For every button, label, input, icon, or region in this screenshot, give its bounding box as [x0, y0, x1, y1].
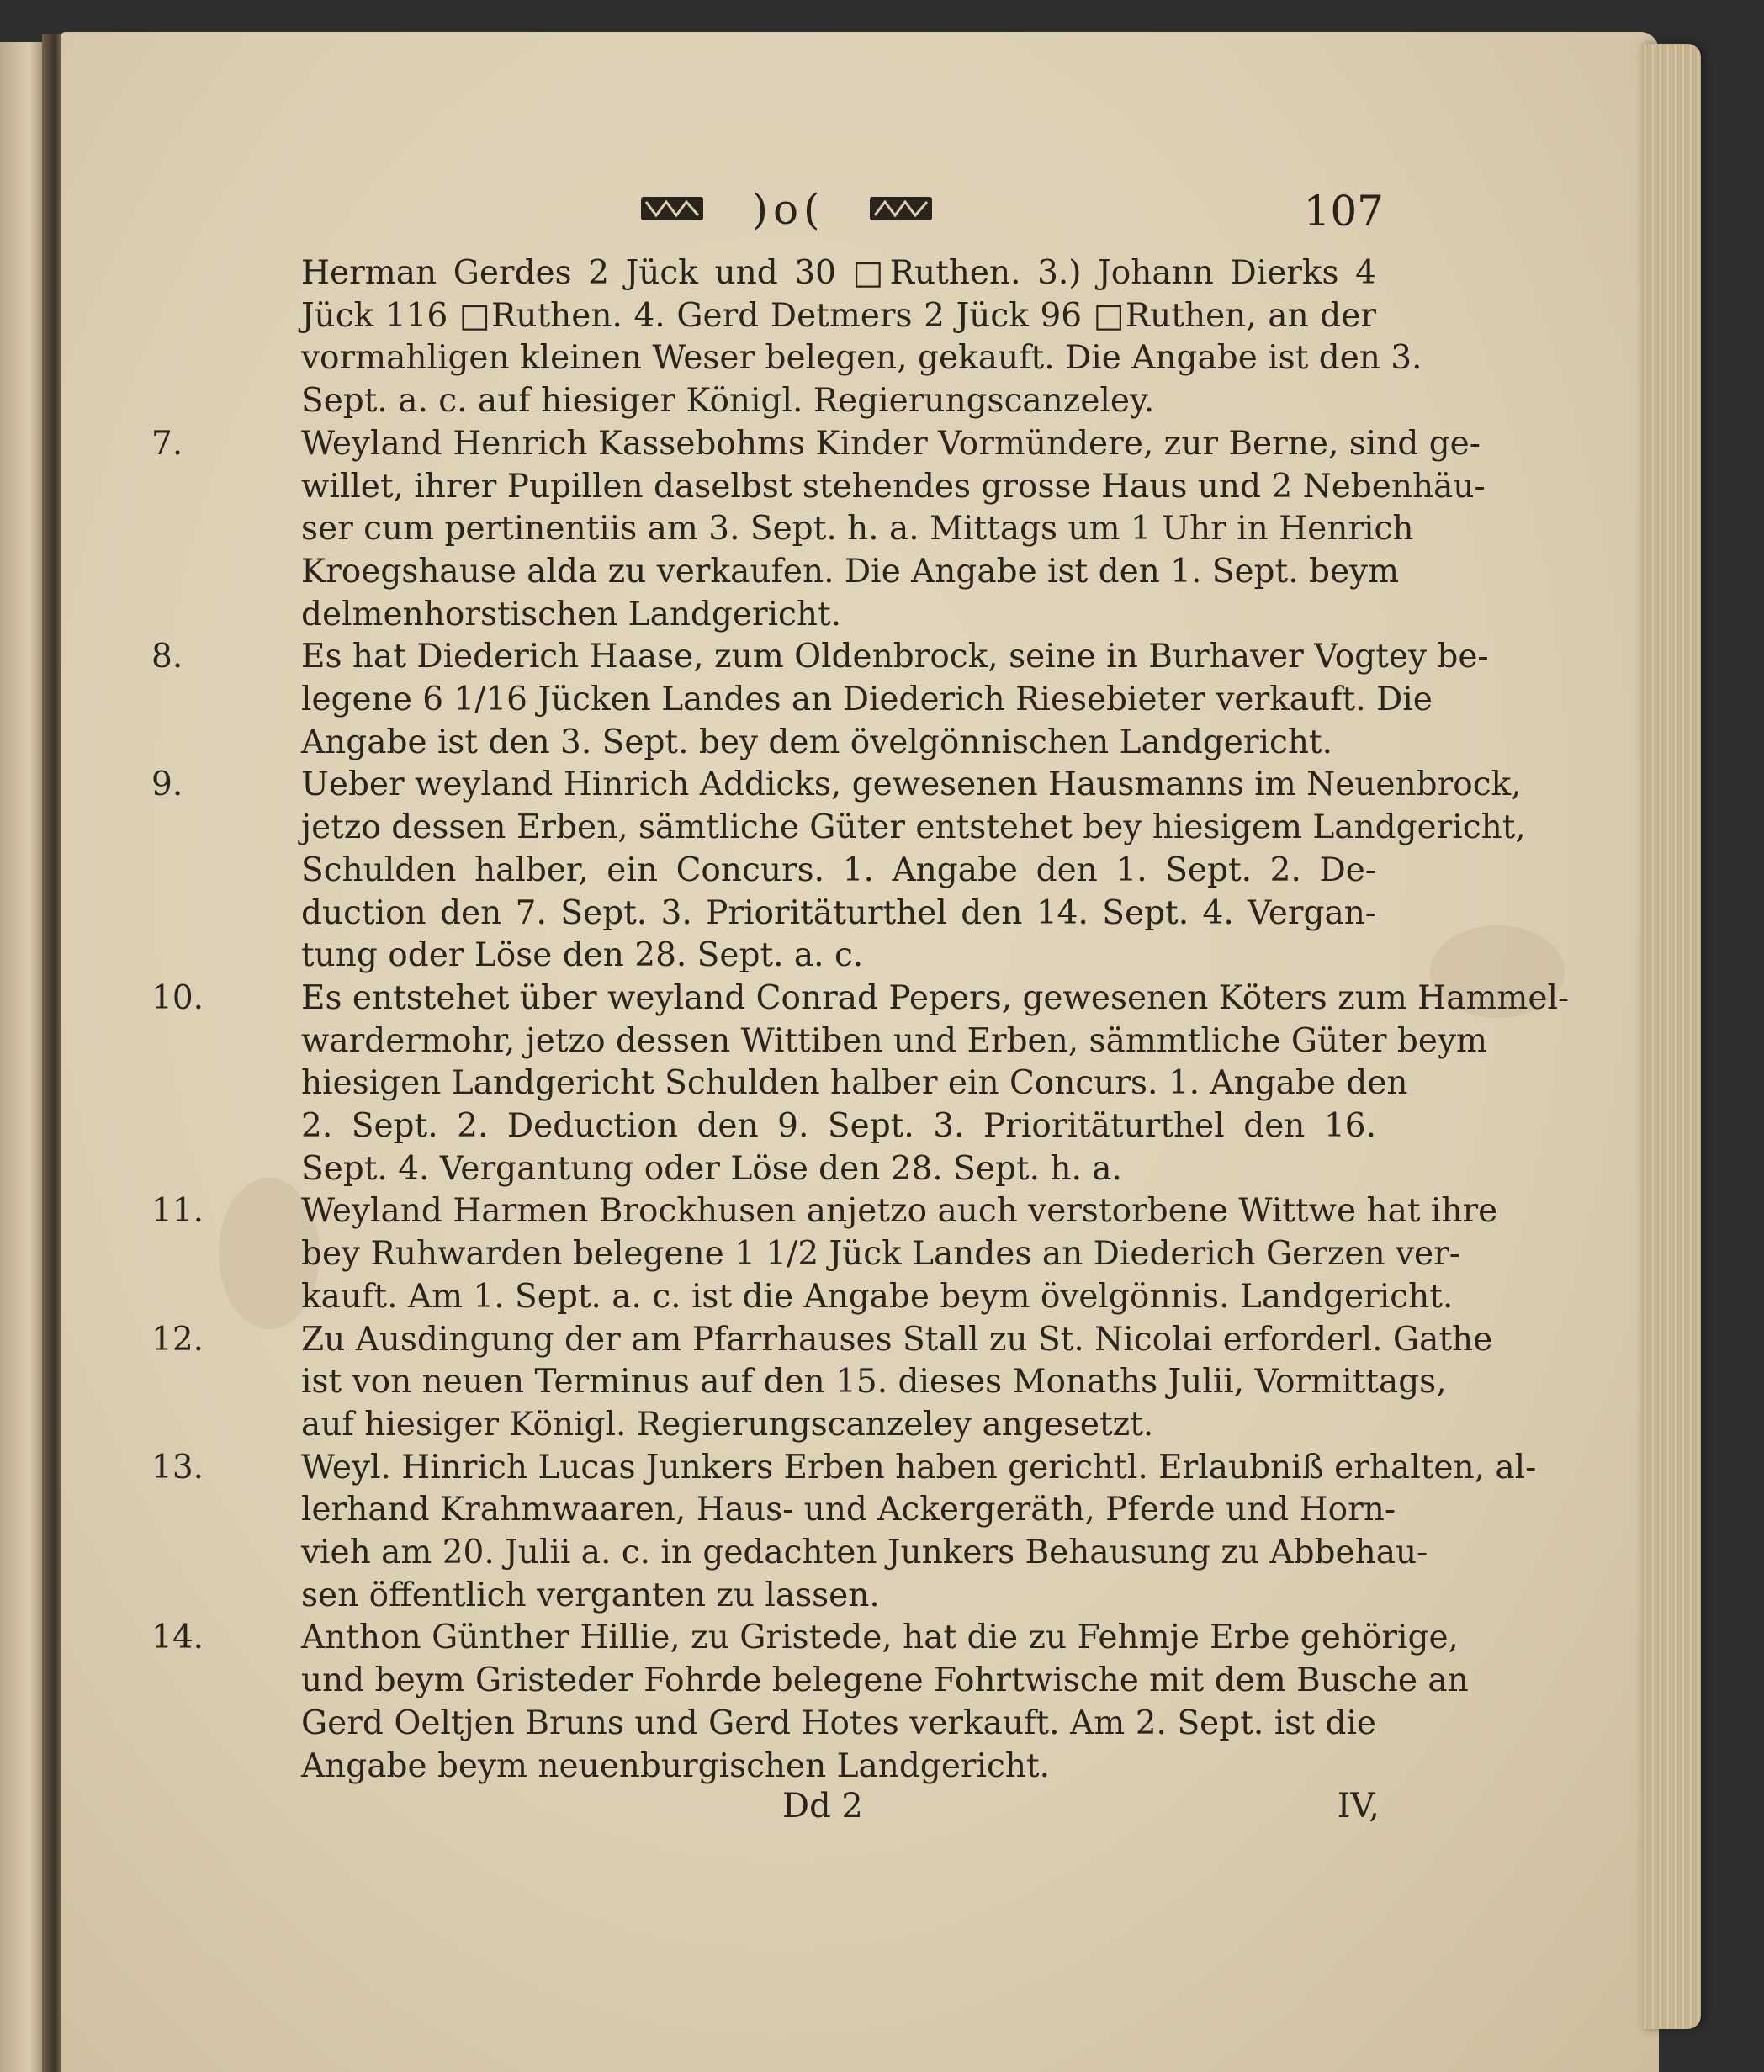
text-line: kauft. Am 1. Sept. a. c. ist die Angabe beym övelgönnis. Landgericht.: [301, 1277, 1454, 1316]
text-line: auf hiesiger Königl. Regierungscanzeley angesetzt.: [301, 1405, 1154, 1444]
text-line: lerhand Krahmwaaren, Haus- und Ackergeräth, Pferde und Horn-: [301, 1491, 1396, 1529]
entry-number: 7.: [151, 424, 183, 463]
text-line: duction den 7. Sept. 3. Prioritäturthel den 14. Sept. 4. Vergan-: [301, 893, 1376, 932]
text-line: Ueber weyland Hinrich Addicks, gewesenen Hausmanns im Neuenbrock,: [301, 766, 1522, 804]
text-line: Weyland Harmen Brockhusen anjetzo auch verstorbene Wittwe hat ihre: [301, 1192, 1498, 1231]
text-line: willet, ihrer Pupillen daselbst stehendes grosse Haus und 2 Nebenhäu-: [301, 467, 1486, 506]
text-line: 2. Sept. 2. Deduction den 9. Sept. 3. Prioritäturthel den 16.: [301, 1107, 1376, 1145]
text-line: legene 6 1/16 Jücken Landes an Diederich Riesebieter verkauft. Die: [301, 681, 1433, 718]
text-line: Es hat Diederich Haase, zum Oldenbrock, seine in Burhaver Vogtey be-: [301, 638, 1489, 676]
text-line: Herman Gerdes 2 Jück und 30 □Ruthen. 3.) Johann Dierks 4: [301, 254, 1376, 292]
entry-number: 10.: [151, 978, 204, 1017]
text-line: und beym Gristeder Fohrde belegene Fohrtwische mit dem Busche an: [301, 1661, 1469, 1700]
header-center-mark: )o(: [751, 185, 825, 234]
text-line: Zu Ausdingung der am Pfarrhauses Stall zu St. Nicolai erforderl. Gathe: [301, 1320, 1493, 1359]
entry-number: 14.: [151, 1619, 204, 1657]
signature-mark: Dd 2: [782, 1787, 863, 1826]
page-number: 107: [1303, 187, 1384, 236]
entry-number: 8.: [151, 638, 183, 676]
text-line: Kroegshause alda zu verkaufen. Die Angabe ist den 1. Sept. beym: [301, 552, 1400, 591]
text-line: Angabe ist den 3. Sept. bey dem övelgönnischen Landgericht.: [301, 723, 1333, 761]
text-line: sen öffentlich verganten zu lassen.: [301, 1576, 880, 1614]
text-line: ser cum pertinentiis am 3. Sept. h. a. Mittags um 1 Uhr in Henrich: [301, 510, 1414, 548]
text-line: Anthon Günther Hillie, zu Gristede, hat die zu Fehmje Erbe gehörige,: [301, 1619, 1459, 1657]
text-line: Es entstehet über weyland Conrad Pepers, gewesenen Köters zum Hammel-: [301, 978, 1570, 1017]
entry-number: 13.: [151, 1448, 204, 1486]
text-line: Schulden halber, ein Concurs. 1. Angabe den 1. Sept. 2. De-: [301, 851, 1376, 889]
text-line: Jück 116 □Ruthen. 4. Gerd Detmers 2 Jück 96 □Ruthen, an der: [301, 296, 1376, 335]
catchword: IV,: [1337, 1787, 1380, 1826]
text-line: Gerd Oeltjen Bruns und Gerd Hotes verkauft. Am 2. Sept. ist die: [301, 1704, 1376, 1742]
text-line: jetzo dessen Erben, sämtliche Güter entstehet bey hiesigem Landgericht,: [301, 808, 1526, 847]
text-line: delmenhorstischen Landgericht.: [301, 595, 842, 633]
text-line: wardermohr, jetzo dessen Wittiben und Erben, sämmtliche Güter beym: [301, 1021, 1487, 1060]
entry-number: 11.: [151, 1192, 204, 1231]
text-line: vormahligen kleinen Weser belegen, gekauft. Die Angabe ist den 3.: [301, 339, 1422, 378]
text-line: Weyland Henrich Kassebohms Kinder Vormündere, zur Berne, sind ge-: [301, 424, 1481, 463]
text-line: hiesigen Landgericht Schulden halber ein Concurs. 1. Angabe den: [301, 1064, 1408, 1103]
entry-number: 12.: [151, 1320, 204, 1359]
text-line: Weyl. Hinrich Lucas Junkers Erben haben gerichtl. Erlaubniß erhalten, al-: [301, 1448, 1537, 1486]
text-line: Sept. 4. Vergantung oder Löse den 28. Sept. h. a.: [301, 1149, 1122, 1188]
text-line: bey Ruhwarden belegene 1 1/2 Jück Landes an Diederich Gerzen ver-: [301, 1235, 1460, 1274]
text-line: tung oder Löse den 28. Sept. a. c.: [301, 936, 864, 975]
text-line: vieh am 20. Julii a. c. in gedachten Junkers Behausung zu Abbehau-: [301, 1534, 1428, 1571]
text-line: ist von neuen Terminus auf den 15. dieses Monaths Julii, Vormittags,: [301, 1363, 1447, 1402]
text-line: Angabe beym neuenburgischen Landgericht.: [301, 1746, 1051, 1785]
text-line: Sept. a. c. auf hiesiger Königl. Regierungscanzeley.: [301, 382, 1155, 421]
entry-number: 9.: [151, 766, 183, 804]
